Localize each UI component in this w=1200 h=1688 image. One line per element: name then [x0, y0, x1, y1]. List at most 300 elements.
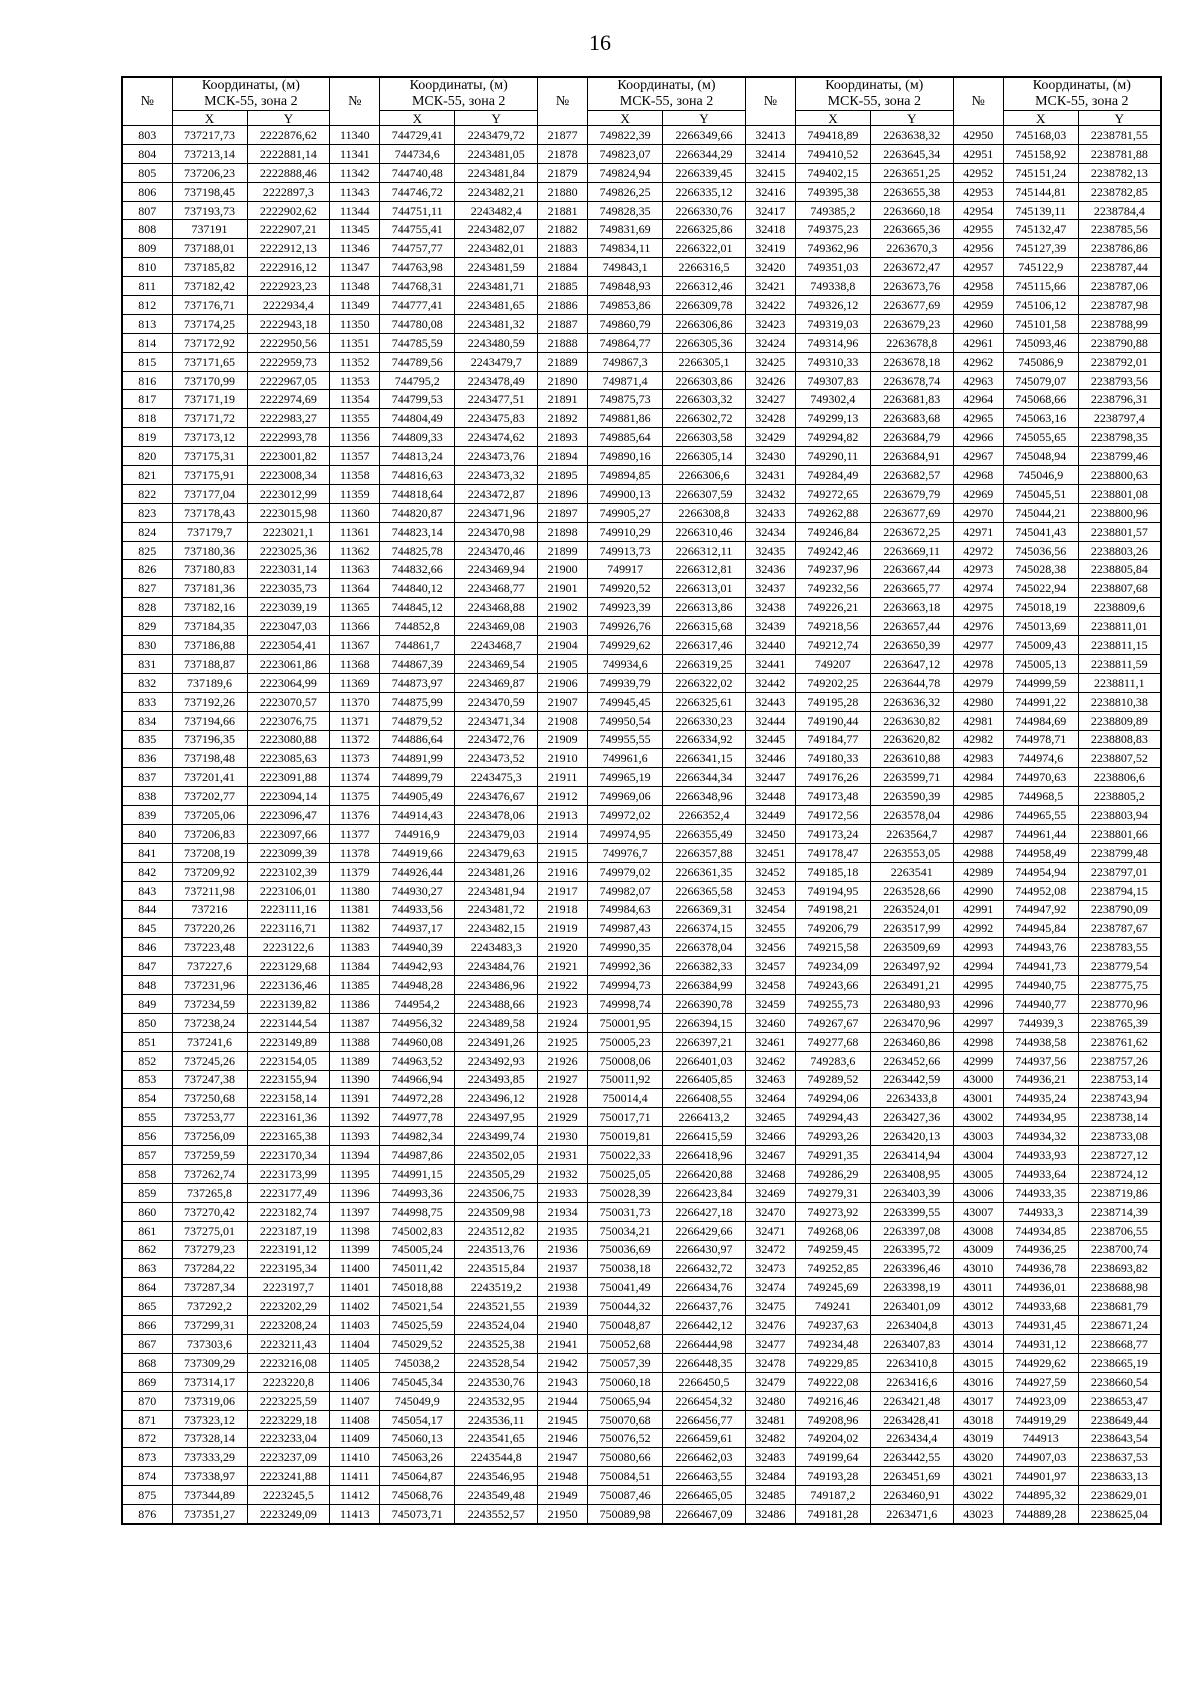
coord-y-cell: 2223144,54: [247, 1013, 330, 1032]
coord-y-cell: 2243486,96: [455, 976, 538, 995]
coord-y-cell: 2243541,65: [455, 1429, 538, 1448]
coord-x-cell: 737234,59: [172, 994, 247, 1013]
coord-y-cell: 2238787,06: [1078, 277, 1161, 296]
coord-x-cell: 749979,02: [588, 862, 663, 881]
point-number-cell: 42985: [953, 787, 1003, 806]
point-number-cell: 21888: [538, 333, 588, 352]
coord-x-cell: 737259,59: [172, 1146, 247, 1165]
coord-x-cell: 744840,12: [380, 579, 455, 598]
point-number-cell: 11398: [330, 1221, 380, 1240]
point-number-cell: 32434: [745, 522, 795, 541]
coord-x-cell: 745038,2: [380, 1353, 455, 1372]
point-number-cell: 32467: [745, 1146, 795, 1165]
coord-x-cell: 737181,36: [172, 579, 247, 598]
point-number-cell: 11354: [330, 390, 380, 409]
header-coordinates: [1003, 77, 1161, 111]
coord-y-cell: 2266397,21: [663, 1032, 746, 1051]
coord-x-cell: 744956,32: [380, 1013, 455, 1032]
table-body: [122, 126, 1161, 1524]
table-row: [122, 314, 1161, 333]
point-number-cell: 875: [122, 1486, 172, 1505]
coord-y-cell: 2243482,07: [455, 220, 538, 239]
coord-x-cell: 744933,64: [1003, 1164, 1078, 1183]
coord-x-cell: 737319,06: [172, 1391, 247, 1410]
coord-y-cell: 2238724,12: [1078, 1164, 1161, 1183]
point-number-cell: 11343: [330, 182, 380, 201]
coord-y-cell: 2238809,6: [1078, 598, 1161, 617]
table-row: [122, 1353, 1161, 1372]
point-number-cell: 11364: [330, 579, 380, 598]
coord-x-cell: 737206,23: [172, 163, 247, 182]
coord-y-cell: 2238792,01: [1078, 352, 1161, 371]
point-number-cell: 42978: [953, 654, 1003, 673]
coord-x-cell: 737179,7: [172, 522, 247, 541]
table-row: [122, 560, 1161, 579]
point-number-cell: 21944: [538, 1391, 588, 1410]
coord-x-cell: 737173,12: [172, 428, 247, 447]
coord-y-cell: 2266334,92: [663, 730, 746, 749]
coord-x-cell: 749273,92: [795, 1202, 870, 1221]
coord-x-cell: 744933,35: [1003, 1183, 1078, 1202]
coord-y-cell: 2238807,52: [1078, 749, 1161, 768]
coord-x-cell: 749319,03: [795, 314, 870, 333]
coord-y-cell: 2223035,73: [247, 579, 330, 598]
coord-x-cell: 749246,84: [795, 522, 870, 541]
coord-y-cell: 2238781,88: [1078, 144, 1161, 163]
coord-x-cell: 737206,83: [172, 824, 247, 843]
point-number-cell: 32482: [745, 1429, 795, 1448]
table-row: [122, 598, 1161, 617]
coord-x-cell: 745139,11: [1003, 201, 1078, 220]
coord-y-cell: 2243519,2: [455, 1278, 538, 1297]
coord-x-cell: 744818,64: [380, 484, 455, 503]
coord-x-cell: 750022,33: [588, 1146, 663, 1165]
coord-y-cell: 2243477,51: [455, 390, 538, 409]
coord-y-cell: 2263677,69: [870, 503, 953, 522]
point-number-cell: 32448: [745, 787, 795, 806]
coord-x-cell: 750034,21: [588, 1221, 663, 1240]
point-number-cell: 11360: [330, 503, 380, 522]
coord-y-cell: 2243524,04: [455, 1316, 538, 1335]
coord-y-cell: 2263442,55: [870, 1448, 953, 1467]
point-number-cell: 11383: [330, 938, 380, 957]
coord-y-cell: 2223106,01: [247, 881, 330, 900]
coord-y-cell: 2243530,76: [455, 1372, 538, 1391]
table-row: [122, 862, 1161, 881]
coord-x-cell: 750038,18: [588, 1259, 663, 1278]
coord-x-cell: 737191: [172, 220, 247, 239]
point-number-cell: 21887: [538, 314, 588, 333]
coord-x-cell: 745055,65: [1003, 428, 1078, 447]
coord-x-cell: 749418,89: [795, 126, 870, 145]
coord-y-cell: 2243470,46: [455, 541, 538, 560]
coord-y-cell: 2263434,4: [870, 1429, 953, 1448]
coord-x-cell: 749972,02: [588, 806, 663, 825]
coord-x-cell: 745132,47: [1003, 220, 1078, 239]
header-x: X: [172, 111, 247, 126]
coord-y-cell: 2266325,61: [663, 692, 746, 711]
point-number-cell: 32475: [745, 1297, 795, 1316]
coord-x-cell: 745093,46: [1003, 333, 1078, 352]
coord-x-cell: 749212,74: [795, 636, 870, 655]
point-number-cell: 21890: [538, 371, 588, 390]
point-number-cell: 32459: [745, 994, 795, 1013]
coord-y-cell: 2223064,99: [247, 673, 330, 692]
coord-y-cell: 2223031,14: [247, 560, 330, 579]
coord-y-cell: 2243492,93: [455, 1051, 538, 1070]
point-number-cell: 11369: [330, 673, 380, 692]
point-number-cell: 11348: [330, 277, 380, 296]
coord-x-cell: 750017,71: [588, 1108, 663, 1127]
point-number-cell: 32414: [745, 144, 795, 163]
coord-y-cell: 2263541: [870, 862, 953, 881]
point-number-cell: 32466: [745, 1127, 795, 1146]
coord-y-cell: 2266307,59: [663, 484, 746, 503]
coord-y-cell: 2266432,72: [663, 1259, 746, 1278]
coord-x-cell: 749206,79: [795, 919, 870, 938]
point-number-cell: 42951: [953, 144, 1003, 163]
coord-y-cell: 2263679,23: [870, 314, 953, 333]
coord-y-cell: 2266305,36: [663, 333, 746, 352]
point-number-cell: 11409: [330, 1429, 380, 1448]
point-number-cell: 43006: [953, 1183, 1003, 1202]
coord-x-cell: 744832,66: [380, 560, 455, 579]
coord-y-cell: 2266355,49: [663, 824, 746, 843]
point-number-cell: 803: [122, 126, 172, 145]
point-number-cell: 11342: [330, 163, 380, 182]
point-number-cell: 11376: [330, 806, 380, 825]
coord-y-cell: 2266312,81: [663, 560, 746, 579]
point-number-cell: 43020: [953, 1448, 1003, 1467]
table-row: [122, 1372, 1161, 1391]
table-row: [122, 1505, 1161, 1524]
coord-y-cell: 2243536,11: [455, 1410, 538, 1429]
point-number-cell: 21919: [538, 919, 588, 938]
coord-x-cell: 745002,83: [380, 1221, 455, 1240]
point-number-cell: 32422: [745, 296, 795, 315]
point-number-cell: 834: [122, 711, 172, 730]
coord-y-cell: 2266465,05: [663, 1486, 746, 1505]
coord-x-cell: 744899,79: [380, 768, 455, 787]
point-number-cell: 32480: [745, 1391, 795, 1410]
coord-y-cell: 2223245,5: [247, 1486, 330, 1505]
point-number-cell: 835: [122, 730, 172, 749]
coord-y-cell: 2243544,8: [455, 1448, 538, 1467]
point-number-cell: 11378: [330, 843, 380, 862]
coord-y-cell: 2263471,6: [870, 1505, 953, 1524]
coord-y-cell: 2263398,19: [870, 1278, 953, 1297]
coord-y-cell: 2263428,41: [870, 1410, 953, 1429]
coord-x-cell: 749279,31: [795, 1183, 870, 1202]
coord-x-cell: 749226,21: [795, 598, 870, 617]
coord-x-cell: 749190,44: [795, 711, 870, 730]
point-number-cell: 845: [122, 919, 172, 938]
point-number-cell: 21902: [538, 598, 588, 617]
coord-x-cell: 737174,25: [172, 314, 247, 333]
coord-y-cell: 2238770,96: [1078, 994, 1161, 1013]
coord-y-cell: 2223096,47: [247, 806, 330, 825]
coord-x-cell: 749926,76: [588, 617, 663, 636]
coord-y-cell: 2263645,34: [870, 144, 953, 163]
header-y: Y: [455, 111, 538, 126]
point-number-cell: 21878: [538, 144, 588, 163]
coord-x-cell: 744998,75: [380, 1202, 455, 1221]
coord-x-cell: 750089,98: [588, 1505, 663, 1524]
point-number-cell: 21891: [538, 390, 588, 409]
coord-x-cell: 744934,95: [1003, 1108, 1078, 1127]
coord-x-cell: 737275,01: [172, 1221, 247, 1240]
coord-y-cell: 2263665,36: [870, 220, 953, 239]
header-number: №: [330, 77, 380, 126]
coord-y-cell: 2243493,85: [455, 1070, 538, 1089]
coord-y-cell: 2263524,01: [870, 900, 953, 919]
coord-y-cell: 2243469,87: [455, 673, 538, 692]
coord-x-cell: 744852,8: [380, 617, 455, 636]
coord-y-cell: 2266420,88: [663, 1164, 746, 1183]
coord-x-cell: 749955,55: [588, 730, 663, 749]
coord-y-cell: 2266313,86: [663, 598, 746, 617]
coord-y-cell: 2266309,78: [663, 296, 746, 315]
coord-x-cell: 749875,73: [588, 390, 663, 409]
point-number-cell: 42965: [953, 409, 1003, 428]
coord-y-cell: 2223047,03: [247, 617, 330, 636]
coord-y-cell: 2266344,34: [663, 768, 746, 787]
point-number-cell: 32439: [745, 617, 795, 636]
coord-x-cell: 745025,59: [380, 1316, 455, 1335]
coord-y-cell: 2263517,99: [870, 919, 953, 938]
coord-x-cell: 744933,56: [380, 900, 455, 919]
coord-y-cell: 2266408,55: [663, 1089, 746, 1108]
point-number-cell: 42953: [953, 182, 1003, 201]
coord-x-cell: 749222,08: [795, 1372, 870, 1391]
table-row: [122, 654, 1161, 673]
header-number: №: [122, 77, 172, 126]
point-number-cell: 42979: [953, 673, 1003, 692]
point-number-cell: 21925: [538, 1032, 588, 1051]
table-row: [122, 390, 1161, 409]
coord-y-cell: 2223187,19: [247, 1221, 330, 1240]
coord-x-cell: 737178,43: [172, 503, 247, 522]
point-number-cell: 842: [122, 862, 172, 881]
coord-y-cell: 2223161,36: [247, 1108, 330, 1127]
coord-x-cell: 737211,98: [172, 881, 247, 900]
coord-x-cell: 745011,42: [380, 1259, 455, 1278]
point-number-cell: 32451: [745, 843, 795, 862]
coord-y-cell: 2223085,63: [247, 749, 330, 768]
coord-x-cell: 745045,51: [1003, 484, 1078, 503]
point-number-cell: 11359: [330, 484, 380, 503]
coord-y-cell: 2238625,04: [1078, 1505, 1161, 1524]
coord-y-cell: 2238781,55: [1078, 126, 1161, 145]
table-row: [122, 258, 1161, 277]
coord-x-cell: 737177,04: [172, 484, 247, 503]
coord-x-cell: 745021,54: [380, 1297, 455, 1316]
point-number-cell: 21899: [538, 541, 588, 560]
coord-y-cell: 2243481,32: [455, 314, 538, 333]
coord-y-cell: 2243496,12: [455, 1089, 538, 1108]
coord-x-cell: 749173,48: [795, 787, 870, 806]
coord-x-cell: 737180,83: [172, 560, 247, 579]
coord-x-cell: 744937,17: [380, 919, 455, 938]
table-row: [122, 277, 1161, 296]
point-number-cell: 823: [122, 503, 172, 522]
point-number-cell: 42991: [953, 900, 1003, 919]
coord-y-cell: 2266330,23: [663, 711, 746, 730]
coord-y-cell: 2223197,7: [247, 1278, 330, 1297]
coord-y-cell: 2263410,8: [870, 1353, 953, 1372]
coord-y-cell: 2223102,39: [247, 862, 330, 881]
point-number-cell: 11388: [330, 1032, 380, 1051]
coord-y-cell: 2238714,39: [1078, 1202, 1161, 1221]
point-number-cell: 32463: [745, 1070, 795, 1089]
coord-y-cell: 2266319,25: [663, 654, 746, 673]
coord-x-cell: 749180,33: [795, 749, 870, 768]
coord-x-cell: 744938,58: [1003, 1032, 1078, 1051]
point-number-cell: 42997: [953, 1013, 1003, 1032]
coord-x-cell: 749195,28: [795, 692, 870, 711]
coord-x-cell: 745048,94: [1003, 447, 1078, 466]
coord-y-cell: 2243475,3: [455, 768, 538, 787]
coord-x-cell: 749987,43: [588, 919, 663, 938]
coord-x-cell: 744945,84: [1003, 919, 1078, 938]
point-number-cell: 42969: [953, 484, 1003, 503]
point-number-cell: 43002: [953, 1108, 1003, 1127]
point-number-cell: 32474: [745, 1278, 795, 1297]
coord-y-cell: 2266365,58: [663, 881, 746, 900]
point-number-cell: 11362: [330, 541, 380, 560]
point-number-cell: 42962: [953, 352, 1003, 371]
coord-x-cell: 749232,56: [795, 579, 870, 598]
point-number-cell: 43018: [953, 1410, 1003, 1429]
coord-x-cell: 737338,97: [172, 1467, 247, 1486]
coord-x-cell: 749894,85: [588, 466, 663, 485]
coord-y-cell: 2266378,04: [663, 938, 746, 957]
coord-x-cell: 744939,3: [1003, 1013, 1078, 1032]
coord-y-cell: 2243479,63: [455, 843, 538, 862]
point-number-cell: 11402: [330, 1297, 380, 1316]
point-number-cell: 32436: [745, 560, 795, 579]
coord-x-cell: 737227,6: [172, 957, 247, 976]
header-x: X: [795, 111, 870, 126]
point-number-cell: 21941: [538, 1335, 588, 1354]
coord-x-cell: 737180,36: [172, 541, 247, 560]
table-row: [122, 1032, 1161, 1051]
coord-x-cell: 744952,08: [1003, 881, 1078, 900]
coord-y-cell: 2238633,13: [1078, 1467, 1161, 1486]
coord-x-cell: 737172,92: [172, 333, 247, 352]
coord-x-cell: 749181,28: [795, 1505, 870, 1524]
point-number-cell: 829: [122, 617, 172, 636]
point-number-cell: 32419: [745, 239, 795, 258]
coord-y-cell: 2223012,99: [247, 484, 330, 503]
point-number-cell: 32469: [745, 1183, 795, 1202]
coord-y-cell: 2222983,27: [247, 409, 330, 428]
coord-x-cell: 749853,86: [588, 296, 663, 315]
coord-x-cell: 750031,73: [588, 1202, 663, 1221]
point-number-cell: 11397: [330, 1202, 380, 1221]
coord-x-cell: 749310,33: [795, 352, 870, 371]
coord-x-cell: 737314,17: [172, 1372, 247, 1391]
point-number-cell: 21898: [538, 522, 588, 541]
coord-x-cell: 749338,8: [795, 277, 870, 296]
point-number-cell: 827: [122, 579, 172, 598]
point-number-cell: 11387: [330, 1013, 380, 1032]
point-number-cell: 32428: [745, 409, 795, 428]
header-y: Y: [1078, 111, 1161, 126]
point-number-cell: 855: [122, 1108, 172, 1127]
coord-y-cell: 2263678,8: [870, 333, 953, 352]
point-number-cell: 824: [122, 522, 172, 541]
point-number-cell: 807: [122, 201, 172, 220]
coord-y-cell: 2223116,71: [247, 919, 330, 938]
point-number-cell: 21913: [538, 806, 588, 825]
point-number-cell: 43001: [953, 1089, 1003, 1108]
point-number-cell: 21932: [538, 1164, 588, 1183]
coord-x-cell: 750044,32: [588, 1297, 663, 1316]
table-row: [122, 692, 1161, 711]
point-number-cell: 818: [122, 409, 172, 428]
header-coordinates-line2: МСК-55, зона 2: [619, 94, 714, 109]
table-header: [122, 77, 1161, 126]
table-row: [122, 1183, 1161, 1202]
point-number-cell: 42987: [953, 824, 1003, 843]
coord-x-cell: 744913: [1003, 1429, 1078, 1448]
coord-x-cell: 744823,14: [380, 522, 455, 541]
coord-x-cell: 737189,6: [172, 673, 247, 692]
coord-x-cell: 749965,19: [588, 768, 663, 787]
coord-x-cell: 749173,24: [795, 824, 870, 843]
table-row: [122, 768, 1161, 787]
coord-x-cell: 737284,22: [172, 1259, 247, 1278]
point-number-cell: 826: [122, 560, 172, 579]
coord-y-cell: 2223158,14: [247, 1089, 330, 1108]
coord-x-cell: 749242,46: [795, 541, 870, 560]
coord-y-cell: 2266423,84: [663, 1183, 746, 1202]
coord-y-cell: 2263650,39: [870, 636, 953, 655]
coord-x-cell: 744914,43: [380, 806, 455, 825]
coord-x-cell: 750080,66: [588, 1448, 663, 1467]
coord-y-cell: 2223001,82: [247, 447, 330, 466]
coord-x-cell: 744813,24: [380, 447, 455, 466]
point-number-cell: 21922: [538, 976, 588, 995]
point-number-cell: 11351: [330, 333, 380, 352]
coord-y-cell: 2266352,4: [663, 806, 746, 825]
coord-y-cell: 2238738,14: [1078, 1108, 1161, 1127]
coord-x-cell: 744873,97: [380, 673, 455, 692]
point-number-cell: 11380: [330, 881, 380, 900]
point-number-cell: 11368: [330, 654, 380, 673]
coord-y-cell: 2238787,44: [1078, 258, 1161, 277]
coord-y-cell: 2243481,72: [455, 900, 538, 919]
coord-y-cell: 2222943,18: [247, 314, 330, 333]
point-number-cell: 874: [122, 1467, 172, 1486]
coord-y-cell: 2266305,1: [663, 352, 746, 371]
coord-y-cell: 2223021,1: [247, 522, 330, 541]
coord-x-cell: 737241,6: [172, 1032, 247, 1051]
coord-y-cell: 2238779,54: [1078, 957, 1161, 976]
point-number-cell: 42990: [953, 881, 1003, 900]
point-number-cell: 805: [122, 163, 172, 182]
coord-y-cell: 2238800,96: [1078, 503, 1161, 522]
point-number-cell: 11405: [330, 1353, 380, 1372]
point-number-cell: 806: [122, 182, 172, 201]
coord-x-cell: 737262,74: [172, 1164, 247, 1183]
coord-y-cell: 2243479,7: [455, 352, 538, 371]
coord-x-cell: 750052,68: [588, 1335, 663, 1354]
point-number-cell: 11363: [330, 560, 380, 579]
coord-x-cell: 737344,89: [172, 1486, 247, 1505]
coord-y-cell: 2243470,98: [455, 522, 538, 541]
